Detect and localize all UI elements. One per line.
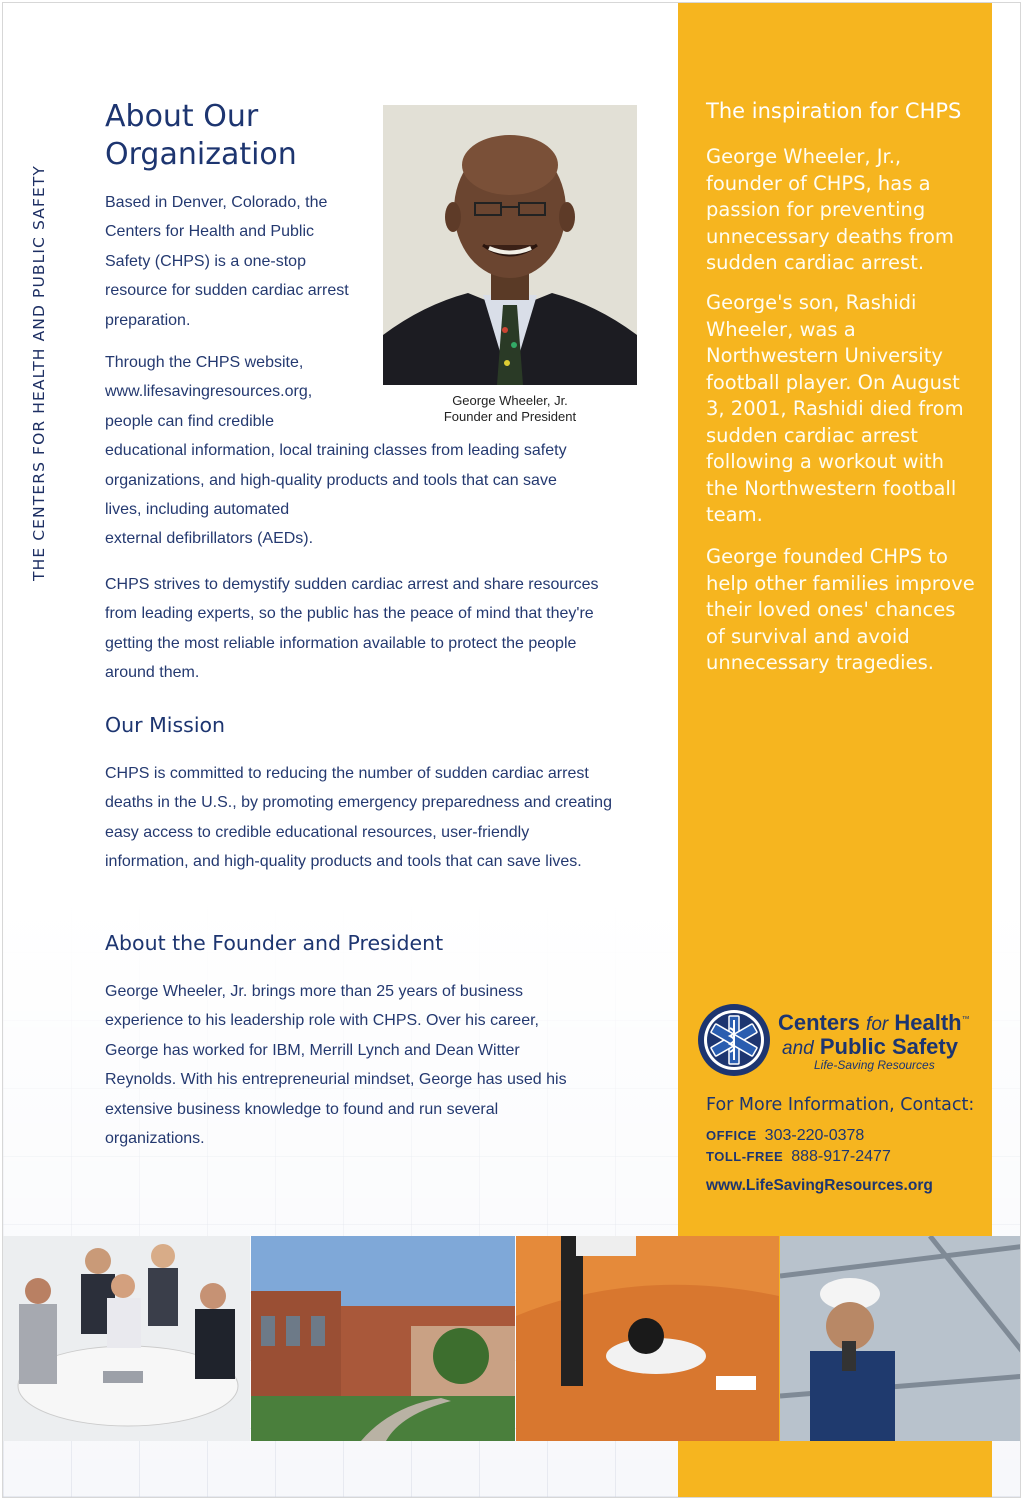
logo-word: for — [866, 1014, 889, 1035]
caption-role: Founder and President — [443, 409, 577, 424]
contact-heading: For More Information, Contact: — [706, 1095, 975, 1115]
trademark-mark: ™ — [961, 1014, 970, 1024]
logo-line-2 — [782, 1034, 958, 1060]
mission-body: CHPS is committed to reducing the number of sudden cardiac arrest deaths in the U.S., by promoting emergency preparedness and creating easy access to credible educational resources, user-friendly information, and high-quality products and tools that can save lives. — [105, 765, 612, 871]
office-label: OFFICE — [706, 1128, 757, 1143]
tollfree-phone-row — [706, 1148, 891, 1166]
paragraph-line: external defibrillators (AEDs). — [105, 530, 314, 548]
about-paragraph-2 — [105, 348, 645, 554]
sidebar-paragraph-1: George Wheeler, Jr., founder of CHPS, has a passion for preventing unnecessary deaths from sudden cardiac arrest. — [706, 145, 954, 274]
photo-industrial-worker — [780, 1236, 1021, 1441]
mission-heading: Our Mission — [105, 713, 226, 737]
chps-logo — [696, 1006, 982, 1076]
sidebar-paragraph-3: George founded CHPS to help other families improve their loved ones' chances of survival and avoid unnecessary tragedies. — [706, 545, 975, 674]
logo-word: Centers — [778, 1010, 860, 1035]
photo-business-meeting — [3, 1236, 250, 1441]
star-of-life-icon — [696, 1002, 772, 1078]
about-paragraph-3: CHPS strives to demystify sudden cardiac arrest and share resources from leading experts, so the public has the peace of mind that they're getting the most reliable information available to protect the people around them. — [105, 576, 599, 682]
office-phone-row — [706, 1127, 864, 1145]
logo-tagline: Life-Saving Resources — [814, 1058, 935, 1072]
paragraph-line: www.lifesavingresources.org, — [105, 383, 313, 401]
founder-heading: About the Founder and President — [105, 931, 444, 955]
paragraph-line: people can find credible — [105, 412, 275, 430]
caption-name: George Wheeler, Jr. — [452, 393, 568, 408]
sidebar-paragraph-2: George's son, Rashidi Wheeler, was a Northwestern University football player. On August 3, 2001, Rashidi died from sudden cardiac arrest following a workout with the Northwestern football team. — [706, 291, 964, 526]
paragraph-line: educational information, local training classes from leading safety — [105, 442, 567, 460]
photo-baseball-slide — [516, 1236, 779, 1441]
logo-word: and — [782, 1038, 814, 1059]
office-phone[interactable]: 303-220-0378 — [764, 1127, 865, 1144]
paragraph-line: lives, including automated — [105, 501, 290, 519]
about-paragraph-1: Based in Denver, Colorado, the Centers for Health and Public Safety (CHPS) is a one-stop resource for sudden cardiac arrest preparation. — [105, 194, 349, 329]
vertical-org-label: THE CENTERS FOR HEALTH AND PUBLIC SAFETY — [30, 165, 48, 581]
founder-body: George Wheeler, Jr. brings more than 25 years of business experience to his leadership role with CHPS. Over his career, George has worked for IBM, Merrill Lynch and Dean Witter Reynolds. With his entrepreneurial mindset, George has used his extensive business knowledge to found and run several organizations. — [105, 983, 567, 1148]
paragraph-line: organizations, and high-quality products and tools that can save — [105, 471, 557, 489]
logo-word: Health — [894, 1010, 962, 1035]
logo-word: Public Safety — [819, 1034, 958, 1059]
page-frame — [2, 2, 1021, 1498]
founder-photo — [383, 105, 637, 385]
sidebar-title: The inspiration for CHPS — [706, 99, 962, 123]
logo-line-1 — [778, 1010, 970, 1036]
tollfree-phone[interactable]: 888-917-2477 — [791, 1148, 891, 1165]
about-title: About Our Organization — [105, 99, 297, 172]
tollfree-label: TOLL-FREE — [706, 1149, 784, 1164]
website-link[interactable]: www.LifeSavingResources.org — [706, 1177, 933, 1194]
paragraph-line: Through the CHPS website, — [105, 354, 304, 371]
photo-campus-building — [251, 1236, 515, 1441]
